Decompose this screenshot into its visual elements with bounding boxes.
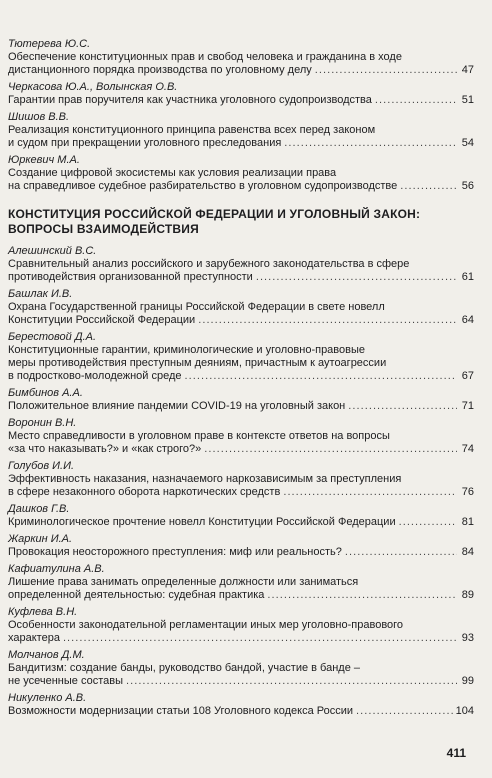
toc-entry-title-line: меры противодействия преступным деяниям, причастным к аутоагрессии [8,357,387,369]
toc-entry [8,503,474,529]
toc-entry-last-line [8,64,474,77]
toc-entry-page: 99 [461,675,474,687]
toc-entry-title-line: Конституции Российской Федерации [8,314,196,326]
toc-entry [8,245,474,284]
toc-entry [8,288,474,327]
toc-entry-author: Бимбинов А.А. [8,387,83,399]
dot-leader [256,271,457,284]
toc-entry-page: 56 [461,180,474,192]
toc-entry-last-line [8,271,474,284]
toc-entry-title-line: Возможности модернизации статьи 108 Уголовного кодекса России [8,705,354,717]
dot-leader [315,64,457,77]
toc-entry-title-line: на справедливое судебное разбирательство в уголовном судопроизводстве [8,180,398,192]
dot-leader [283,486,457,499]
toc-entry-page: 71 [461,400,474,412]
toc-entry-last-line [8,516,474,529]
toc-entry-title-line: и судом при прекращении уголовного преследования [8,137,282,149]
toc-entry-title-line: в подростково-молодежной среде [8,370,182,382]
dot-leader [204,443,457,456]
toc-entry-title-line: «за что наказывать?» и «как строго?» [8,443,202,455]
dot-leader [284,137,457,150]
toc-entry-last-line [8,486,474,499]
toc-entry [8,563,474,602]
toc-entry-title-line: Создание цифровой экосистемы как условия реализации права [8,167,337,179]
toc-entry-page: 89 [461,589,474,601]
toc-entry-last-line [8,589,474,602]
dot-leader [63,632,457,645]
toc-entry-title-line: определенной деятельностью: судебная практика [8,589,265,601]
dot-leader [185,370,457,383]
toc-entry-title-line: Охрана Государственной границы Российской Федерации в свете новелл [8,301,385,313]
toc-entry-title-line: Положительное влияние пандемии COVID-19 на уголовный закон [8,400,346,412]
toc-entry-author: Молчанов Д.М. [8,649,85,661]
toc-entry-title-line: Конституционные гарантии, криминологические и уголовно-правовые [8,344,366,356]
toc-entry-page: 76 [461,486,474,498]
toc-entry-author: Шишов В.В. [8,111,70,123]
toc-entry-title-line: характера [8,632,60,644]
toc-entry [8,387,474,413]
toc-entry-page: 61 [461,271,474,283]
toc-entry [8,331,474,383]
toc-entry [8,417,474,456]
toc-entry-author: Никуленко А.В. [8,692,87,704]
toc-entry [8,692,474,718]
toc-entry-author: Голубов И.И. [8,460,75,472]
toc-entry-author: Юркевич М.А. [8,154,80,166]
toc-entry-author: Алешинский В.С. [8,245,97,257]
toc-entry [8,38,474,77]
toc-entry-author: Кафиатулина А.В. [8,563,105,575]
toc-entry-title-line: Гарантии прав поручителя как участника уголовного судопроизводства [8,94,372,106]
toc-entry [8,111,474,150]
dot-leader [126,675,457,688]
toc-entry-last-line [8,370,474,383]
toc-entry [8,460,474,499]
toc-entry-author: Куфлева В.Н. [8,606,78,618]
toc-entry-last-line [8,675,474,688]
toc-entry-last-line [8,137,474,150]
toc-entry [8,81,474,107]
toc-entry-page: 81 [461,516,474,528]
toc-entry-author: Черкасова Ю.А., Волынская О.В. [8,81,178,93]
dot-leader [267,589,457,602]
section-heading-line: КОНСТИТУЦИЯ РОССИЙСКОЙ ФЕДЕРАЦИИ И УГОЛОВНЫЙ ЗАКОН: [8,207,421,221]
toc-entry-title-line: противодействия организованной преступности [8,271,253,283]
toc-entry-author: Жаркин И.А. [8,533,73,545]
toc-entry-last-line [8,180,474,193]
toc-entry-last-line [8,632,474,645]
toc-entry-page: 104 [455,705,474,717]
toc-entry-title-line: Лишение права занимать определенные должности или заниматься [8,576,359,588]
dot-leader [345,546,457,559]
dot-leader [399,516,457,529]
toc-entry [8,649,474,688]
dot-leader [348,400,457,413]
toc-entry-title-line: Обеспечение конституционных прав и свобод человека и гражданина в ходе [8,51,402,63]
toc-entry-last-line [8,94,474,107]
toc-entry [8,154,474,193]
dot-leader [400,180,457,193]
toc-entry-last-line [8,400,474,413]
toc-list-section [8,245,474,718]
section-heading [8,207,474,237]
toc-entry-page: 93 [461,632,474,644]
toc-entry-title-line: дистанционного порядка производства по уголовному делу [8,64,312,76]
dot-leader [198,314,457,327]
toc-entry-author: Башлак И.В. [8,288,73,300]
toc-entry-title-line: Криминологическое прочтение новелл Конституции Российской Федерации [8,516,396,528]
toc-entry-last-line [8,443,474,456]
toc-entry-page: 51 [461,94,474,106]
toc-entry-author: Тютерева Ю.С. [8,38,91,50]
page-number: 411 [446,746,466,760]
toc-entry [8,533,474,559]
toc-entry-last-line [8,314,474,327]
dot-leader [356,705,453,718]
toc-entry-title-line: в сфере незаконного оборота наркотических средств [8,486,281,498]
toc-entry-page: 64 [461,314,474,326]
toc-entry-title-line: Бандитизм: создание банды, руководство бандой, участие в банде – [8,662,360,674]
toc-entry-title-line: Сравнительный анализ российского и зарубежного законодательства в сфере [8,258,410,270]
toc-entry-author: Воронин В.Н. [8,417,77,429]
toc-entry-author: Дашков Г.В. [8,503,70,515]
toc-entry-author: Берестовой Д.А. [8,331,97,343]
toc-entry-title-line: Провокация неосторожного преступления: миф или реальность? [8,546,342,558]
toc-list-top [8,38,474,193]
toc-entry-title-line: Реализация конституционного принципа равенства всех перед законом [8,124,376,136]
toc-entry-title-line: Место справедливости в уголовном праве в контексте ответов на вопросы [8,430,390,442]
toc-entry-title-line: не усеченные составы [8,675,123,687]
toc-entry-last-line [8,546,474,559]
dot-leader [375,94,457,107]
toc-entry-page: 47 [461,64,474,76]
toc-entry-last-line [8,705,474,718]
toc-entry-page: 54 [461,137,474,149]
toc-entry-title-line: Особенности законодательной регламентации иных мер уголовно-правового [8,619,404,631]
toc-entry-page: 84 [461,546,474,558]
section-heading-line: ВОПРОСЫ ВЗАИМОДЕЙСТВИЯ [8,222,199,236]
toc-entry-title-line: Эффективность наказания, назначаемого наркозависимым за преступления [8,473,402,485]
toc-entry [8,606,474,645]
toc-entry-page: 74 [461,443,474,455]
toc-entry-page: 67 [461,370,474,382]
